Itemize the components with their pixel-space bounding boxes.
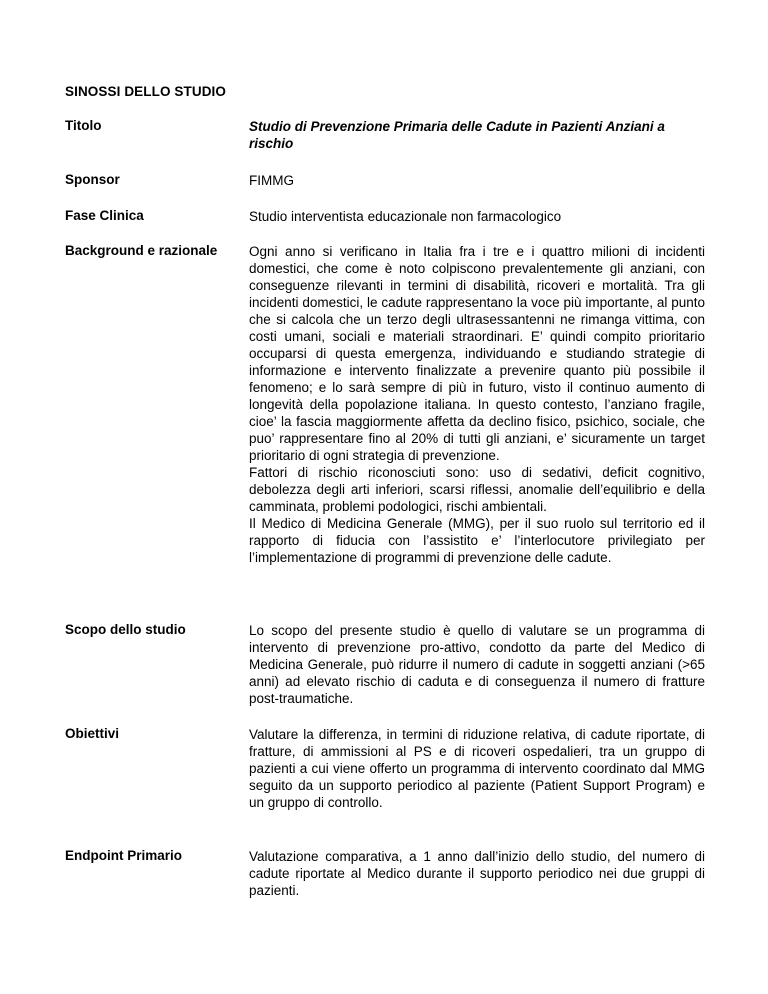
label-background: Background e razionale	[65, 243, 218, 258]
value-background	[249, 243, 705, 566]
label-titolo: Titolo	[65, 118, 102, 133]
background-paragraph-2: Fattori di rischio riconosciuti sono: uso di sedativi, deficit cognitivo, debolezza degli arti inferiori, scarsi riflessi, anomalie dell’equilibrio e della camminata, problemi podologici, rischi ambientali.	[249, 465, 705, 514]
value-obiettivi: Valutare la differenza, in termini di riduzione relativa, di cadute riportate, di fratture, di ammissioni al PS e di ricoveri ospedalieri, tra un gruppo di pazienti a cui viene offerto un programma di intervento coordinato dal MMG seguito da un supporto periodico al paziente (Patient Support Program) e un gruppo di controllo.	[249, 727, 705, 810]
background-paragraph-1: Ogni anno si verificano in Italia fra i tre e i quattro milioni di incidenti domestici, che come è noto colpiscono prevalentemente gli anziani, con conseguenze rilevanti in termini di disabilità, ricoveri e mortalità. Tra gli incidenti domestici, le cadute rappresentano la voce più importante, al punto che si calcola che un terzo degli ultrasessantenni ne rimanga vittima, con costi umani, sociali e materiali straordinari. E’ quindi compito prioritario occuparsi di questa emergenza, individuando e studiando strategie di informazione e intervento finalizzate a prevenire quanto più possibile il fenomeno; e lo sarà sempre di più in futuro, visto il continuo aumento di longevità della popolazione italiana. In questo contesto, l’anziano fragile, cioe’ la fascia maggiormente affetta da declino fisico, psichico, sociale, che puo’ rappresentare fino al 20% di tutti gli anziani, e’ sicuramente un target prioritario di ogni strategia di prevenzione.	[249, 244, 705, 463]
label-scopo: Scopo dello studio	[65, 622, 186, 637]
value-endpoint-primario: Valutazione comparativa, a 1 anno dall’inizio dello studio, del numero di cadute riportate al Medico durante il supporto periodico nei due gruppi di pazienti.	[249, 849, 705, 898]
value-titolo: Studio di Prevenzione Primaria delle Cadute in Pazienti Anziani a rischio	[249, 119, 665, 151]
document-heading: SINOSSI DELLO STUDIO	[65, 84, 227, 99]
label-fase-clinica: Fase Clinica	[65, 208, 144, 223]
background-paragraph-3: Il Medico di Medicina Generale (MMG), per il suo ruolo sul territorio ed il rapporto di fiducia con l’assistito e’ l’interlocutore privilegiato per l’implementazione di programmi di prevenzione delle cadute.	[249, 516, 705, 565]
value-scopo: Lo scopo del presente studio è quello di valutare se un programma di intervento di prevenzione pro-attivo, condotto da parte del Medico di Medicina Generale, può ridurre il numero di cadute in soggetti anziani (>65 anni) ad elevato rischio di caduta e di conseguenza il numero di fratture post-traumatiche.	[249, 623, 705, 706]
label-sponsor: Sponsor	[65, 172, 120, 187]
label-endpoint-primario: Endpoint Primario	[65, 848, 183, 863]
label-obiettivi: Obiettivi	[65, 726, 120, 741]
value-sponsor: FIMMG	[249, 173, 294, 188]
value-fase-clinica: Studio interventista educazionale non farmacologico	[249, 209, 562, 224]
